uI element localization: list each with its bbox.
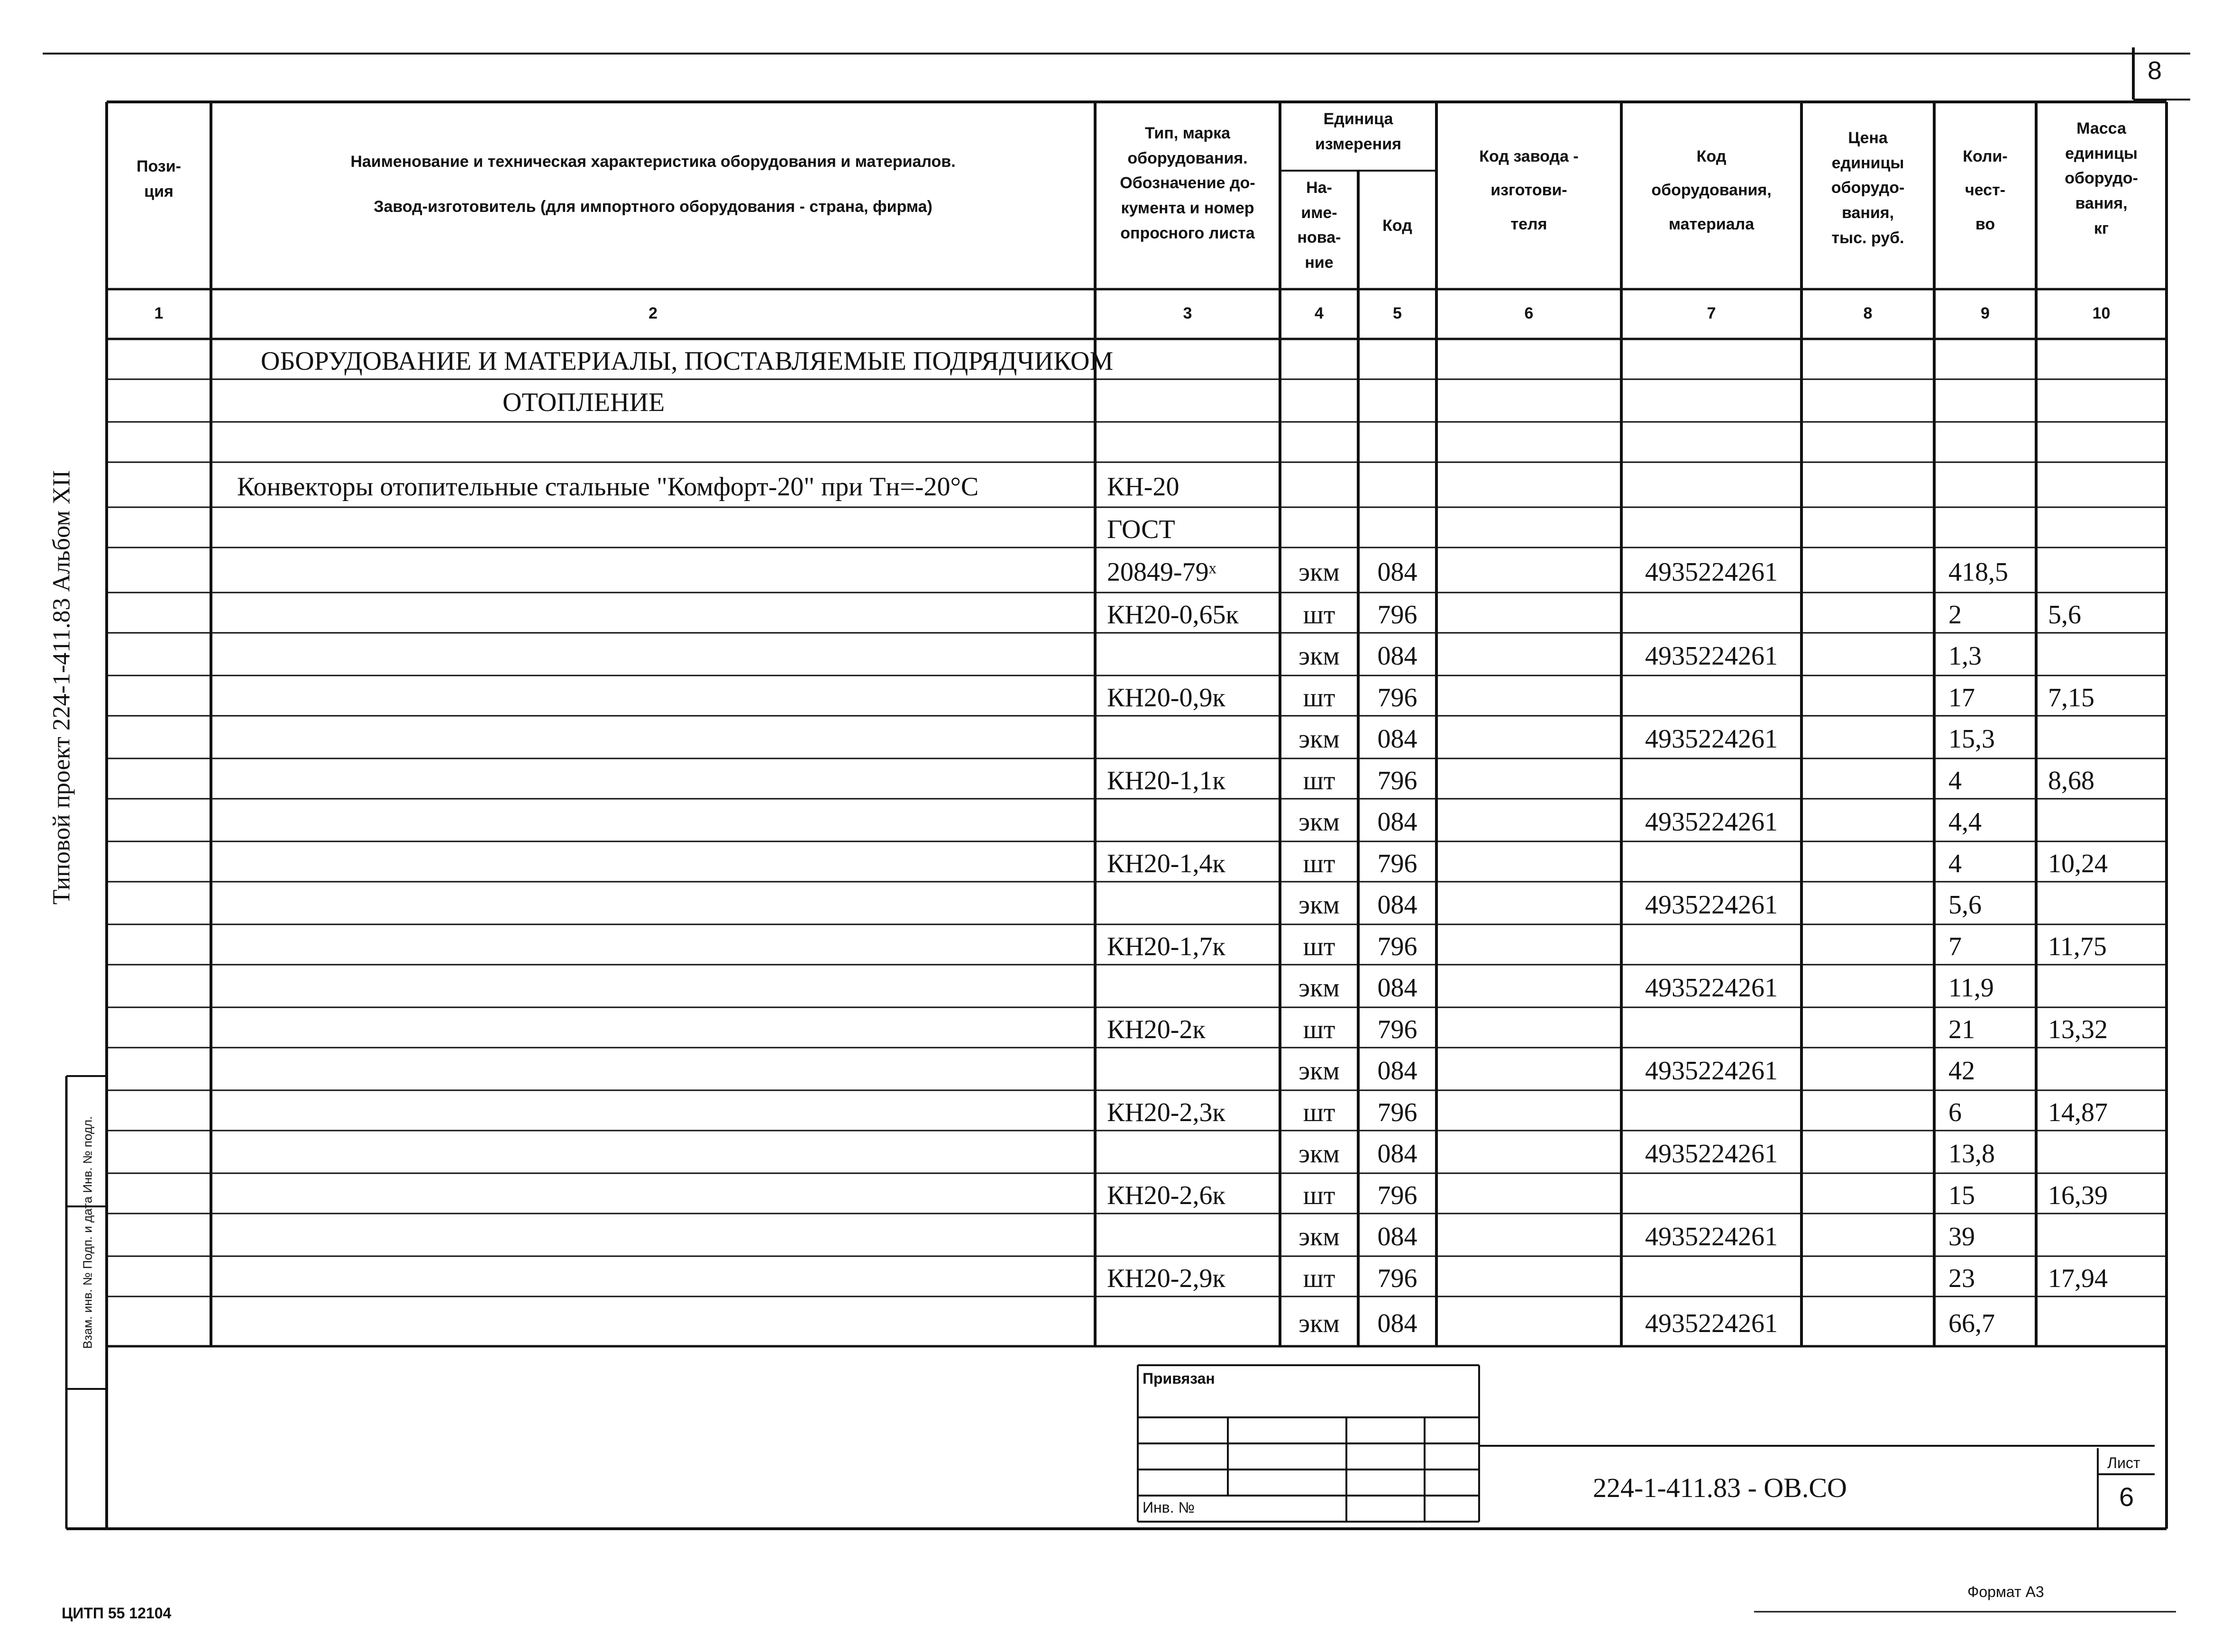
cell-mass: 8,68	[2048, 766, 2094, 795]
cell-qty: 15	[1948, 1180, 1975, 1210]
cell-equip: 4935224261	[1645, 807, 1778, 837]
cell-code: 084	[1377, 1308, 1417, 1338]
cell-type: КН20-2,9к	[1107, 1263, 1225, 1293]
format-label: Формат А3	[1967, 1583, 2044, 1600]
cell-qty: 2	[1948, 600, 1962, 630]
cell-name: ОТОПЛЕНИЕ	[503, 388, 665, 417]
column-number: 7	[1707, 304, 1716, 322]
cell-unit: экм	[1298, 1056, 1340, 1086]
header-col4: На- име- нова- ние	[1297, 179, 1341, 272]
cell-qty: 66,7	[1948, 1308, 1995, 1338]
cell-qty: 13,8	[1948, 1139, 1995, 1168]
cell-unit: шт	[1303, 849, 1335, 878]
cell-mass: 16,39	[2048, 1180, 2108, 1210]
left-margin-text: Типовой проект 224-1-411.83 Альбом XII	[48, 470, 75, 905]
privyazan-label: Привязан	[1143, 1370, 1215, 1387]
cell-equip: 4935224261	[1645, 724, 1778, 754]
cell-equip: 4935224261	[1645, 557, 1778, 587]
column-number: 8	[1863, 304, 1873, 322]
cell-qty: 4,4	[1948, 807, 1982, 837]
cell-mass: 7,15	[2048, 683, 2094, 712]
cell-mass: 10,24	[2048, 849, 2108, 878]
cell-qty: 6	[1948, 1097, 1962, 1127]
cell-unit: экм	[1298, 973, 1340, 1003]
cell-code: 084	[1377, 973, 1417, 1003]
cell-code: 796	[1377, 683, 1417, 712]
cell-equip: 4935224261	[1645, 890, 1778, 920]
cell-type: КН20-0,9к	[1107, 683, 1225, 712]
cell-type: КН20-2,6к	[1107, 1180, 1225, 1210]
cell-equip: 4935224261	[1645, 1056, 1778, 1086]
cell-unit: экм	[1298, 1308, 1340, 1338]
cell-unit: шт	[1303, 1180, 1335, 1210]
page-number: 8	[2148, 56, 2162, 85]
cell-qty: 418,5	[1948, 557, 2008, 587]
column-number: 5	[1393, 304, 1402, 322]
column-number: 1	[154, 304, 164, 322]
cell-type: КН20-1,1к	[1107, 766, 1225, 795]
header-col6: Код завода - изготови- теля	[1479, 147, 1579, 233]
cell-unit: экм	[1298, 724, 1340, 754]
cell-qty: 39	[1948, 1222, 1975, 1251]
header-unit-group: Единица измерения	[1315, 110, 1401, 153]
document-code: 224-1-411.83 - ОВ.СО	[1593, 1472, 1847, 1503]
cell-unit: шт	[1303, 931, 1335, 961]
cell-code: 084	[1377, 557, 1417, 587]
header-col3: Тип, марка оборудования. Обозначение до- кумента и номер опросного листа	[1120, 124, 1255, 242]
column-number: 10	[2092, 304, 2111, 322]
header-col5: Код	[1382, 217, 1412, 235]
sheet-number: 6	[2119, 1482, 2134, 1512]
cell-qty: 1,3	[1948, 641, 1982, 671]
cell-mass: 13,32	[2048, 1014, 2108, 1044]
cell-code: 084	[1377, 890, 1417, 920]
cell-unit: шт	[1303, 1014, 1335, 1044]
cell-qty: 11,9	[1948, 973, 1994, 1003]
cell-equip: 4935224261	[1645, 641, 1778, 671]
cell-code: 796	[1377, 849, 1417, 878]
cell-unit: экм	[1298, 890, 1340, 920]
cell-code: 084	[1377, 1222, 1417, 1251]
header-col1: Пози- ция	[137, 157, 181, 201]
cell-code: 796	[1377, 600, 1417, 630]
header-col10: Масса единицы оборудо- вания, кг	[2065, 119, 2138, 237]
cell-qty: 21	[1948, 1014, 1975, 1044]
cell-unit: экм	[1298, 557, 1340, 587]
sheet-label: Лист	[2107, 1454, 2140, 1471]
cell-equip: 4935224261	[1645, 1308, 1778, 1338]
stamp-left-label: Взам. инв. № Подп. и дата Инв. № подл.	[80, 1116, 95, 1349]
cell-unit: шт	[1303, 766, 1335, 795]
column-number: 2	[649, 304, 658, 322]
cell-type: КН20-0,65к	[1107, 600, 1239, 630]
header-col7: Код оборудования, материала	[1651, 147, 1772, 233]
bottom-left-code: ЦИТП 55 12104	[62, 1605, 172, 1622]
cell-qty: 17	[1948, 683, 1975, 712]
header-col2-line1: Наименование и техническая характеристика оборудования и материалов.	[350, 153, 956, 171]
left-margin-label	[48, 470, 76, 904]
cell-qty: 4	[1948, 766, 1962, 795]
cell-qty: 4	[1948, 849, 1962, 878]
column-number: 6	[1524, 304, 1534, 322]
cell-type: КН20-1,4к	[1107, 849, 1225, 878]
cell-mass: 5,6	[2048, 600, 2081, 630]
cell-unit: шт	[1303, 600, 1335, 630]
cell-code: 796	[1377, 1180, 1417, 1210]
cell-mass: 17,94	[2048, 1263, 2108, 1293]
cell-qty: 42	[1948, 1056, 1975, 1086]
cell-unit: экм	[1298, 1139, 1340, 1168]
cell-mass: 11,75	[2048, 931, 2107, 961]
cell-unit: шт	[1303, 1263, 1335, 1293]
cell-unit: шт	[1303, 683, 1335, 712]
cell-code: 084	[1377, 807, 1417, 837]
header-col9: Коли- чест- во	[1963, 147, 2008, 233]
cell-code: 796	[1377, 931, 1417, 961]
column-number: 4	[1315, 304, 1324, 322]
cell-equip: 4935224261	[1645, 1139, 1778, 1168]
cell-unit: экм	[1298, 807, 1340, 837]
cell-name: Конвекторы отопительные стальные "Комфорт-20" при Тн=-20°С	[237, 472, 979, 502]
cell-type: КН-20	[1107, 472, 1179, 502]
cell-unit: экм	[1298, 641, 1340, 671]
cell-type: КН20-1,7к	[1107, 931, 1225, 961]
column-number: 3	[1183, 304, 1192, 322]
header-col8: Цена единицы оборудо- вания, тыс. руб.	[1831, 129, 1905, 247]
cell-code: 084	[1377, 724, 1417, 754]
column-number: 9	[1981, 304, 1990, 322]
cell-name: ОБОРУДОВАНИЕ И МАТЕРИАЛЫ, ПОСТАВЛЯЕМЫЕ ПОДРЯДЧИКОМ	[261, 346, 1114, 376]
cell-code: 084	[1377, 1139, 1417, 1168]
cell-code: 084	[1377, 1056, 1417, 1086]
cell-code: 796	[1377, 1014, 1417, 1044]
cell-type: КН20-2к	[1107, 1014, 1206, 1044]
cell-unit: шт	[1303, 1097, 1335, 1127]
cell-type: ГОСТ	[1107, 514, 1175, 544]
cell-type: КН20-2,3к	[1107, 1097, 1225, 1127]
cell-equip: 4935224261	[1645, 973, 1778, 1003]
cell-equip: 4935224261	[1645, 1222, 1778, 1251]
cell-mass: 14,87	[2048, 1097, 2108, 1127]
inv-label: Инв. №	[1143, 1499, 1195, 1516]
cell-qty: 15,3	[1948, 724, 1995, 754]
cell-code: 796	[1377, 1097, 1417, 1127]
cell-qty: 7	[1948, 931, 1962, 961]
cell-type: 20849-79ˣ	[1107, 557, 1216, 587]
cell-qty: 5,6	[1948, 890, 1982, 920]
cell-code: 084	[1377, 641, 1417, 671]
cell-qty: 23	[1948, 1263, 1975, 1293]
cell-code: 796	[1377, 766, 1417, 795]
cell-code: 796	[1377, 1263, 1417, 1293]
cell-unit: экм	[1298, 1222, 1340, 1251]
header-col2-line2: Завод-изготовитель (для импортного оборудования - страна, фирма)	[374, 198, 933, 216]
